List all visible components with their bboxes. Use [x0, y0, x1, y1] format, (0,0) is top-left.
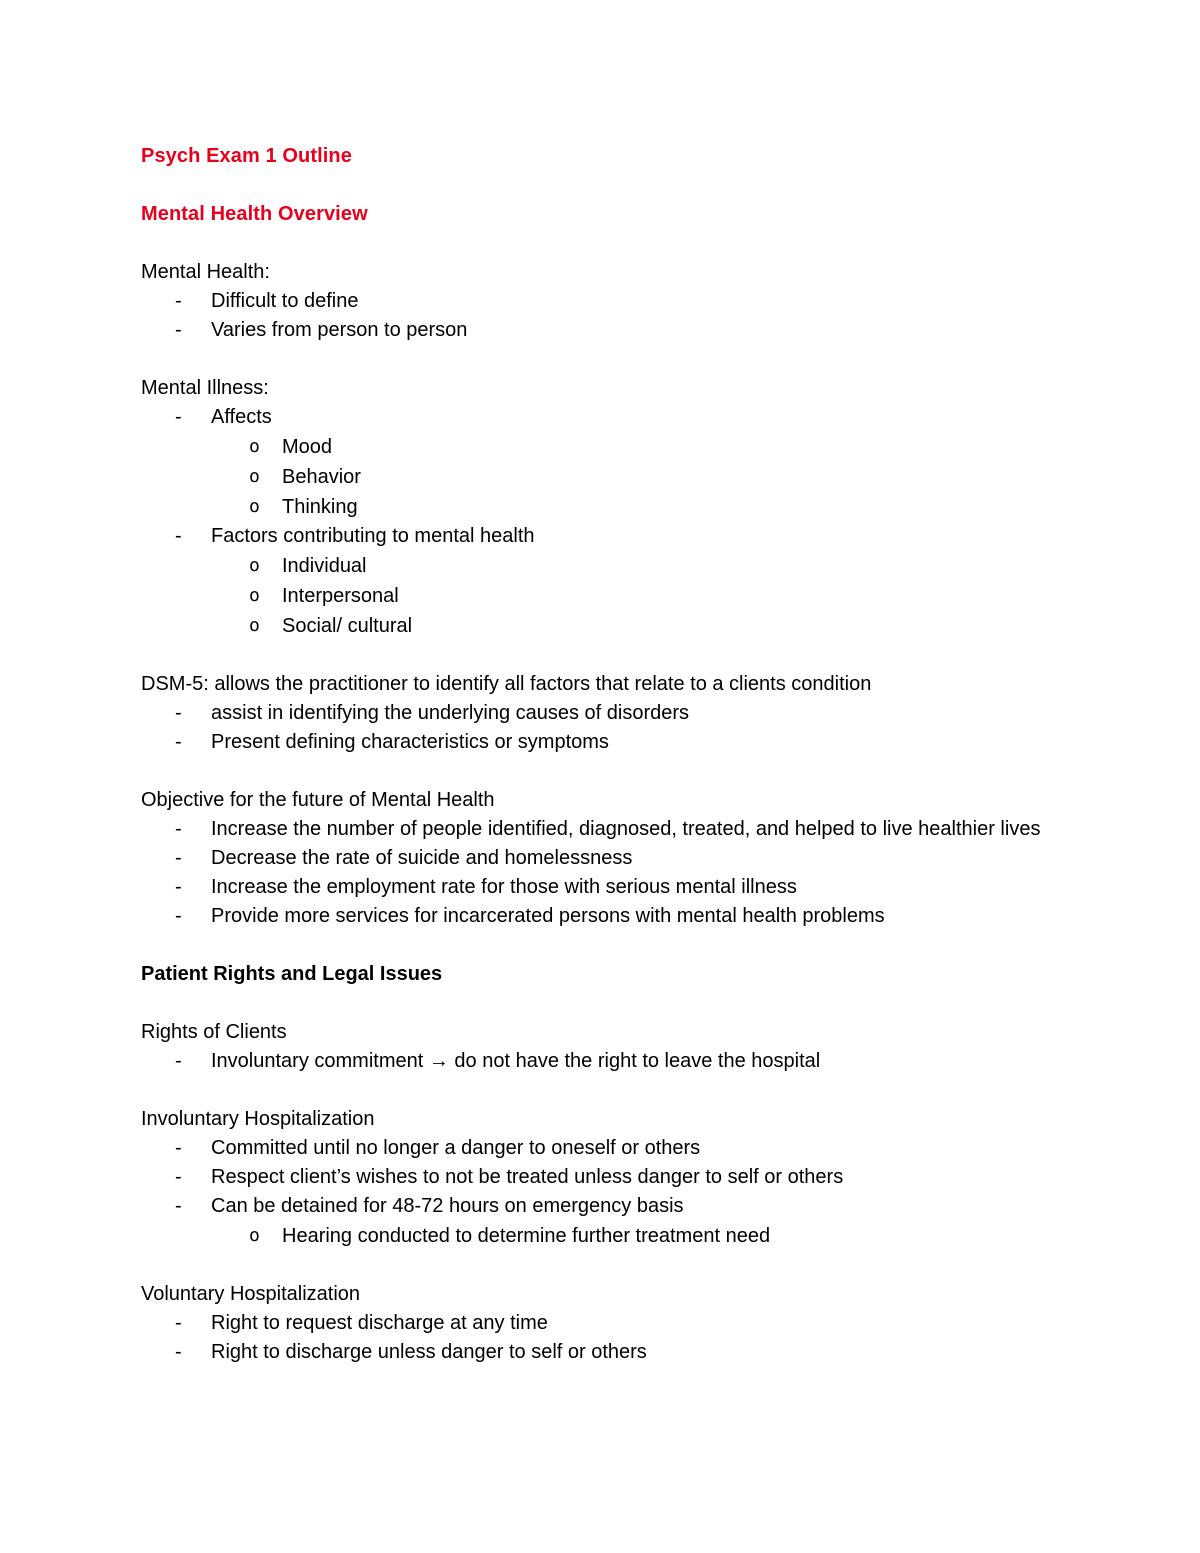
spacer — [141, 931, 1041, 960]
dash-bullet: - — [175, 1195, 182, 1217]
sub-list-item — [141, 1221, 1041, 1251]
dash-bullet: - — [175, 406, 182, 428]
mental-health-heading: Mental Health: — [141, 261, 270, 283]
circle-bullet: o — [249, 555, 260, 576]
list-item-text: Affects — [211, 406, 272, 428]
sub-list-item-text: Interpersonal — [282, 585, 399, 607]
dash-bullet: - — [175, 905, 182, 927]
sub-list-item — [141, 551, 1041, 581]
list-item — [141, 873, 1041, 902]
list-item-text: Right to discharge unless danger to self or others — [211, 1341, 647, 1363]
objective-heading: Objective for the future of Mental Health — [141, 789, 495, 811]
document-title: Psych Exam 1 Outline — [141, 145, 352, 167]
voluntary-heading: Voluntary Hospitalization — [141, 1283, 361, 1305]
sub-list-item-text: Behavior — [282, 466, 361, 488]
sub-list-item-text: Hearing conducted to determine further treatment need — [282, 1225, 771, 1247]
circle-bullet: o — [249, 615, 260, 636]
list-item-text: Varies from person to person — [211, 319, 468, 341]
section-heading-patient-rights: Patient Rights and Legal Issues — [141, 963, 443, 985]
list-item-text: Committed until no longer a danger to oneself or others — [211, 1137, 701, 1159]
sub-list-item — [141, 611, 1041, 641]
list-item — [141, 316, 1041, 345]
dash-bullet: - — [175, 1166, 182, 1188]
list-item — [141, 1309, 1041, 1338]
list-item-text: Respect client’s wishes to not be treated unless danger to self or others — [211, 1166, 844, 1188]
list-item-text: Difficult to define — [211, 290, 359, 312]
sub-list-item — [141, 492, 1041, 522]
spacer — [141, 989, 1041, 1018]
dash-bullet: - — [175, 702, 182, 724]
list-item — [141, 1338, 1041, 1367]
dash-bullet: - — [175, 525, 182, 547]
list-item-text: Present defining characteristics or symptoms — [211, 731, 609, 753]
list-item — [141, 1163, 1041, 1192]
list-item — [141, 287, 1041, 316]
dsm5-heading: DSM-5: allows the practitioner to identify all factors that relate to a clients condition — [141, 673, 872, 695]
dash-bullet: - — [175, 731, 182, 753]
list-item-text: Factors contributing to mental health — [211, 525, 535, 547]
spacer — [141, 345, 1041, 374]
list-item — [141, 815, 1041, 844]
dash-bullet: - — [175, 1312, 182, 1334]
list-item-text: Increase the number of people identified, diagnosed, treated, and helped to live healthier lives — [211, 818, 1041, 840]
dash-bullet: - — [175, 818, 182, 840]
list-item-text: Provide more services for incarcerated persons with mental health problems — [211, 905, 885, 927]
circle-bullet: o — [249, 496, 260, 517]
sub-list-item — [141, 581, 1041, 611]
sub-list-item-text: Mood — [282, 436, 333, 458]
sub-list-item-text: Social/ cultural — [282, 615, 413, 637]
rights-heading: Rights of Clients — [141, 1021, 287, 1043]
spacer — [141, 641, 1041, 670]
list-item-text: Increase the employment rate for those with serious mental illness — [211, 876, 797, 898]
list-item-text: Can be detained for 48-72 hours on emergency basis — [211, 1195, 684, 1217]
circle-bullet: o — [249, 436, 260, 457]
circle-bullet: o — [249, 466, 260, 487]
sub-list-item — [141, 432, 1041, 462]
list-item — [141, 1047, 1041, 1076]
dash-bullet: - — [175, 290, 182, 312]
list-item — [141, 728, 1041, 757]
dash-bullet: - — [175, 1341, 182, 1363]
dash-bullet: - — [175, 847, 182, 869]
section-heading-mental-health-overview: Mental Health Overview — [141, 203, 368, 225]
list-item — [141, 522, 1041, 551]
list-item — [141, 902, 1041, 931]
list-item-text: Involuntary commitment → do not have the right to leave the hospital — [211, 1050, 821, 1072]
circle-bullet: o — [249, 1225, 260, 1246]
sub-list-item-text: Thinking — [282, 496, 358, 518]
list-item — [141, 1134, 1041, 1163]
involuntary-heading: Involuntary Hospitalization — [141, 1108, 375, 1130]
spacer — [141, 757, 1041, 786]
list-item-text: Decrease the rate of suicide and homelessness — [211, 847, 633, 869]
dash-bullet: - — [175, 1050, 182, 1072]
sub-list-item-text: Individual — [282, 555, 367, 577]
document-content — [141, 142, 1041, 1367]
list-item-text: Right to request discharge at any time — [211, 1312, 548, 1334]
sub-list-item — [141, 462, 1041, 492]
list-item — [141, 403, 1041, 432]
spacer — [141, 1076, 1041, 1105]
spacer — [141, 1251, 1041, 1280]
mental-illness-heading: Mental Illness: — [141, 377, 269, 399]
dash-bullet: - — [175, 319, 182, 341]
list-item — [141, 844, 1041, 873]
list-item — [141, 1192, 1041, 1221]
spacer — [141, 171, 1041, 200]
dash-bullet: - — [175, 876, 182, 898]
dash-bullet: - — [175, 1137, 182, 1159]
circle-bullet: o — [249, 585, 260, 606]
list-item-text: assist in identifying the underlying causes of disorders — [211, 702, 690, 724]
spacer — [141, 229, 1041, 258]
list-item — [141, 699, 1041, 728]
